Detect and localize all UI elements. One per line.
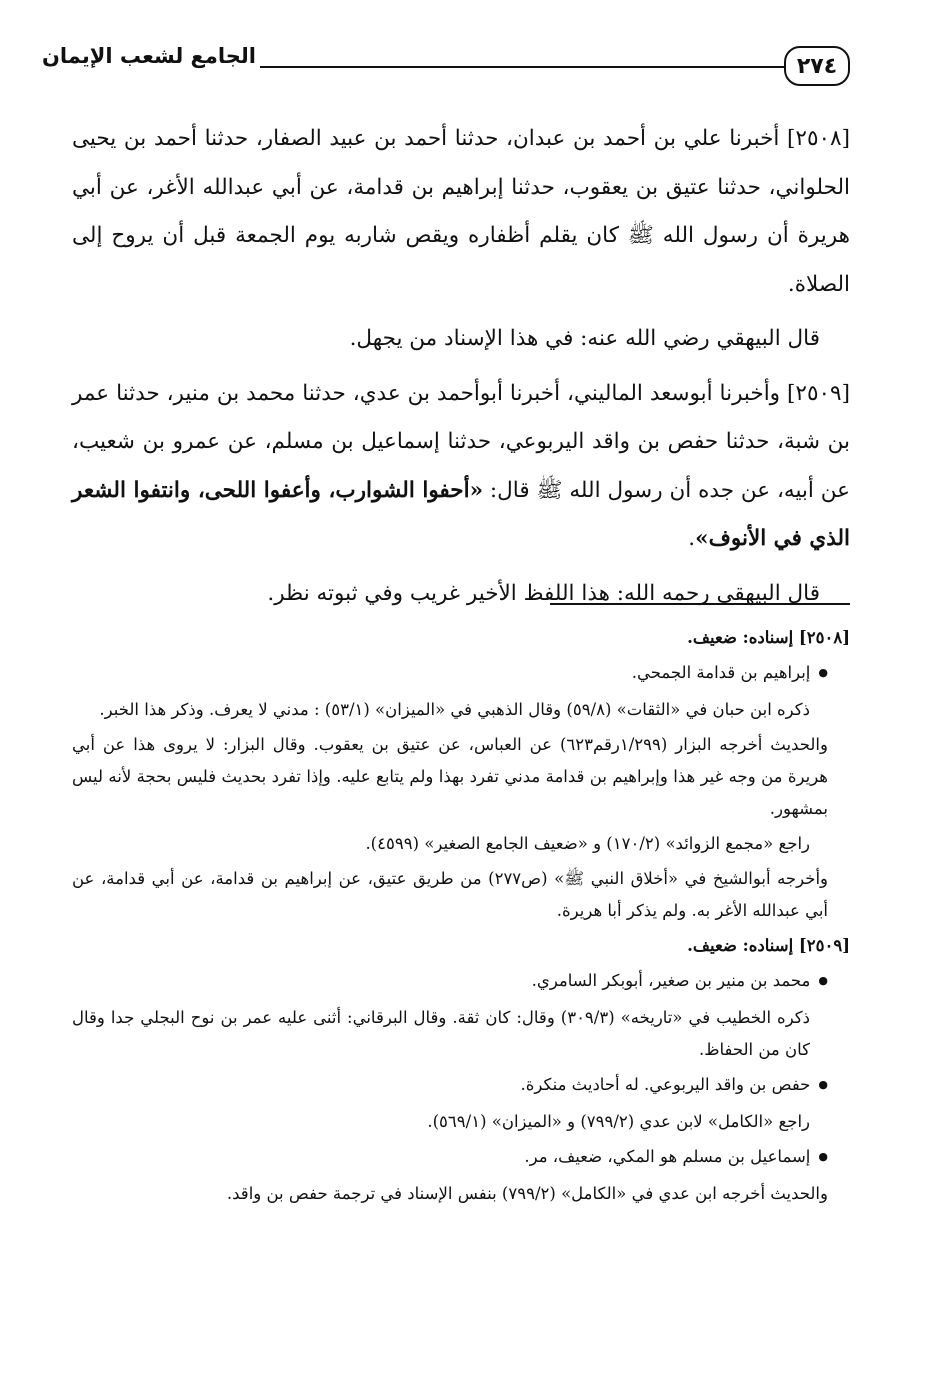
note-2509-narrator-3: ● إسماعيل بن مسلم هو المكي، ضعيف، مر. (72, 1141, 850, 1175)
hadith-2509-matn: «أحفوا الشوارب، وأعفوا اللحى، وانتفوا الشعر الذي في الأنوف» (72, 477, 850, 551)
note-2509-heading: [٢٥٠٩] إسناده: ضعيف. (687, 936, 850, 955)
book-title: الجامع لشعب الإيمان (41, 44, 256, 68)
hadith-2509 (72, 370, 850, 564)
note-2508-heading: [٢٥٠٨] إسناده: ضعيف. (687, 628, 850, 647)
note-2508-text-2: والحديث أخرجه البزار (١/٢٩٩رقم٦٢٣) عن العباس، عن عتيق بن يعقوب. وقال البزار: لا يروى هذا عن أبي هريرة من وجه غير هذا وإبراهيم بن قدامة مدني تفرد بهذا ولم يتابع عليه. وإذا تفرد بحديث فليس بحجة لأنه ليس بمشهور. (72, 735, 828, 818)
note-2508-narrator-1: ● إبراهيم بن قدامة الجمحي. (72, 657, 850, 691)
footnotes (72, 622, 850, 1213)
note-2509-text-3: والحديث أخرجه ابن عدي في «الكامل» (٧٩٩/٢) بنفس الإسناد في ترجمة حفص بن واقد. (226, 1184, 828, 1203)
bayhaqi-comment-2509: قال البيهقي رحمه الله: هذا اللفظ الأخير غريب وفي ثبوته نظر. (267, 580, 820, 606)
page-number: ٢٧٤ (784, 46, 850, 86)
main-text (72, 115, 850, 624)
hadith-2508: [٢٥٠٨] أخبرنا علي بن أحمد بن عبدان، حدثنا أحمد بن عبيد الصفار، حدثنا أحمد بن يحيى الحلواني، حدثنا عتيق بن يعقوب، حدثنا إبراهيم بن قدامة، عن أبي عبدالله الأغر، عن أبي هريرة أن رسول الله ﷺ كان يقلم أظفاره ويقص شاربه يوم الجمعة قبل أن يروح إلى الصلاة. (72, 126, 850, 297)
note-2509-text-2: راجع «الكامل» لابن عدي (٧٩٩/٢) و «الميزان» (٥٦٩/١). (427, 1112, 810, 1131)
hadith-2509-end: . (688, 526, 696, 551)
page-header (41, 40, 850, 100)
note-2508-text-3: راجع «مجمع الزوائد» (١٧٠/٢) و «ضعيف الجامع الصغير» (٤٥٩٩). (365, 834, 810, 853)
note-2508-text-4: وأخرجه أبوالشيخ في «أخلاق النبي ﷺ» (ص٢٧٧) من طريق عتيق، عن إبراهيم بن قدامة، عن أبي قدامة، عن أبي عبدالله الأغر به. ولم يذكر أبا هريرة. (72, 869, 828, 920)
note-2509-narrator-2: ● حفص بن واقد اليربوعي. له أحاديث منكرة. (72, 1069, 850, 1103)
note-2509-narrator-1: ● محمد بن منير بن صغير، أبوبكر السامري. (72, 965, 850, 999)
note-2508-text-1: ذكره ابن حبان في «الثقات» (٥٩/٨) وقال الذهبي في «الميزان» (٥٣/١) : مدني لا يعرف. وذكر هذا الخبر. (99, 700, 810, 719)
footnote-separator (550, 603, 850, 605)
bayhaqi-comment-2508: قال البيهقي رضي الله عنه: في هذا الإسناد من يجهل. (349, 326, 820, 351)
hadith-2509-chain: [٢٥٠٩] وأخبرنا أبوسعد الماليني، أخبرنا أبوأحمد بن عدي، حدثنا محمد بن منير، حدثنا عمر بن شبة، حدثنا حفص بن واقد اليربوعي، حدثنا إسماعيل بن مسلم، عن عمرو بن شعيب، عن أبيه، عن جده أن رسول الله ﷺ قال: (72, 380, 850, 503)
note-2509-text-1: ذكره الخطيب في «تاريخه» (٣٠٩/٣) وقال: كان ثقة. وقال البرقاني: أثنى عليه عمر بن نوح البجلي جدا وقال كان من الحفاظ. (72, 1008, 810, 1059)
header-rule (260, 66, 784, 68)
